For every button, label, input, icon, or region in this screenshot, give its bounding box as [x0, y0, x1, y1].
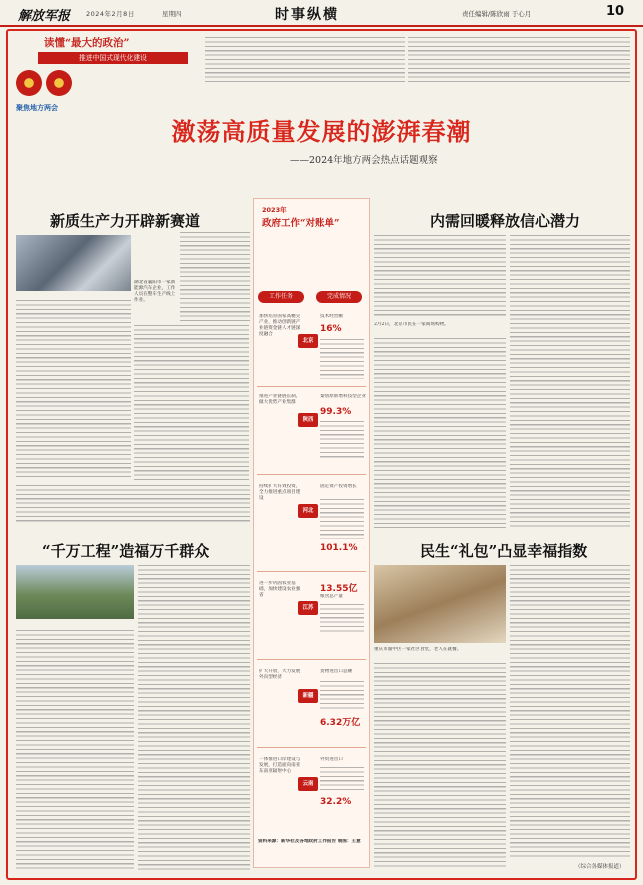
sidebar-task-1: 加快培育国家高精尖产业，推动创新链产业链资金链人才链深度融合 [259, 314, 301, 337]
sidebar-result-1: 技术经营额 [320, 314, 343, 319]
intro-text-1 [205, 37, 405, 82]
section-1-text-d [16, 485, 250, 523]
section-4-text-a [374, 663, 506, 868]
sidebar-col-left: 工作任务 [258, 291, 304, 303]
sidebar-result-5: 货物进出口总额 [320, 669, 353, 674]
kicker-sub: 推进中国式现代化建设 [38, 52, 188, 64]
emblem-right [46, 70, 72, 96]
section-title-2: 内需回暖释放信心潜力 [430, 212, 581, 230]
sidebar-task-5: 扩大开放，大力发展外向型经济 [259, 669, 301, 680]
sidebar-city-5: 新疆 [298, 689, 318, 703]
sidebar-result-3: 固定资产投资增长 [320, 484, 357, 489]
kicker-box [14, 35, 200, 65]
sidebar-result-text-4 [320, 604, 364, 634]
sidebar-sep-1 [257, 386, 366, 387]
section-3-text-a [16, 630, 134, 870]
sidebar-city-3: 河北 [298, 504, 318, 518]
sidebar-result-text-6 [320, 767, 364, 793]
photo-village [16, 565, 134, 619]
sidebar-sep-5 [257, 747, 366, 748]
section-2-text-b [374, 338, 506, 528]
sidebar-value-6: 32.2% [320, 797, 352, 807]
sidebar-footer: 资料来源：新华社及各地政府工作报告 制图：王意 [258, 839, 361, 844]
section-title-4: 民生“礼包”凸显幸福指数 [420, 542, 588, 560]
sidebar-value-1: 16% [320, 324, 342, 334]
issue-weekday: 星期四 [162, 10, 182, 18]
sidebar-result-text-1 [320, 339, 364, 379]
page-header [0, 0, 643, 27]
section-title-1: 新质生产力开辟新赛道 [50, 212, 201, 230]
footer-note: （综合各媒体报道） [575, 864, 625, 870]
sidebar-task-3: 持续扩大有效投资，全力推进重点项目建设 [259, 484, 301, 501]
sidebar-city-6: 云南 [298, 777, 318, 791]
sidebar-result-2: 秦创原新增科技型企业 [320, 394, 366, 399]
photo-caption-1: 湖北省襄阳市一家新能源汽车企业，工作人员在整车生产线上作业。 [134, 280, 176, 303]
photo-canteen [374, 565, 506, 643]
photo-ev-factory [16, 235, 131, 291]
issue-date: 2024年2月8日 [86, 10, 135, 18]
sidebar-result-6: 外贸进出口 [320, 757, 343, 762]
section-name: 时事纵横 [275, 7, 339, 23]
sidebar-value-4: 13.55亿 [320, 584, 358, 594]
intro-text-2 [408, 37, 630, 82]
sidebar-sep-3 [257, 571, 366, 572]
sidebar-infographic [253, 198, 370, 868]
sidebar-year: 2023年 [262, 206, 287, 214]
emblem-left [16, 70, 42, 96]
sidebar-result-4: 粮食总产量 [320, 594, 343, 599]
sidebar-value-3: 101.1% [320, 543, 358, 553]
sidebar-value-5: 6.32万亿 [320, 718, 361, 728]
masthead: 解放军报 [18, 9, 71, 24]
section-4-text-b [510, 565, 630, 858]
sidebar-result-text-2 [320, 421, 364, 459]
section-2-text-c [510, 235, 630, 528]
sidebar-city-1: 北京 [298, 334, 318, 348]
column-tag: 聚焦地方两会 [16, 103, 58, 112]
sidebar-task-6: 一体推进口岸建设与发展，打造面向南亚东南亚辐射中心 [259, 757, 301, 774]
sidebar-city-2: 陕西 [298, 413, 318, 427]
headline-title: 激荡高质量发展的澎湃春潮 [171, 117, 472, 146]
headline-subtitle: ——2024年地方两会热点话题观察 [290, 155, 438, 166]
sidebar-result-text-5 [320, 681, 364, 711]
sidebar-task-2: 推进产业链链长制，做大优势产业集群 [259, 394, 301, 405]
sidebar-sep-4 [257, 659, 366, 660]
section-1-text-a [16, 300, 131, 480]
photo-caption-4: 重庆市渝中区一家社区食堂，老人在就餐。 [374, 647, 462, 652]
page-number: 10 [606, 4, 625, 19]
section-1-text-b [134, 325, 249, 480]
sidebar-sep-2 [257, 474, 366, 475]
sidebar-task-4: 进一步巩固农业基础，加快建设农业强省 [259, 581, 301, 598]
sidebar-value-2: 99.3% [320, 407, 352, 417]
sidebar-title: 政府工作“对账单” [262, 218, 340, 229]
section-2-text-a [374, 235, 506, 317]
section-3-text-b [138, 565, 250, 870]
section-title-3: “千万工程”造福万千群众 [42, 542, 210, 560]
sidebar-city-4: 江苏 [298, 601, 318, 615]
kicker-main: 读懂“最大的政治” [44, 37, 130, 49]
sidebar-result-text-3 [320, 499, 364, 539]
editors: 责任编辑/陈欣雨 于心月 [462, 10, 532, 18]
sidebar-col-right: 完成情况 [316, 291, 362, 303]
photo-caption-2: 2月2日，北京市民在一家商场购物。 [374, 322, 449, 327]
section-1-text-c [180, 232, 250, 322]
